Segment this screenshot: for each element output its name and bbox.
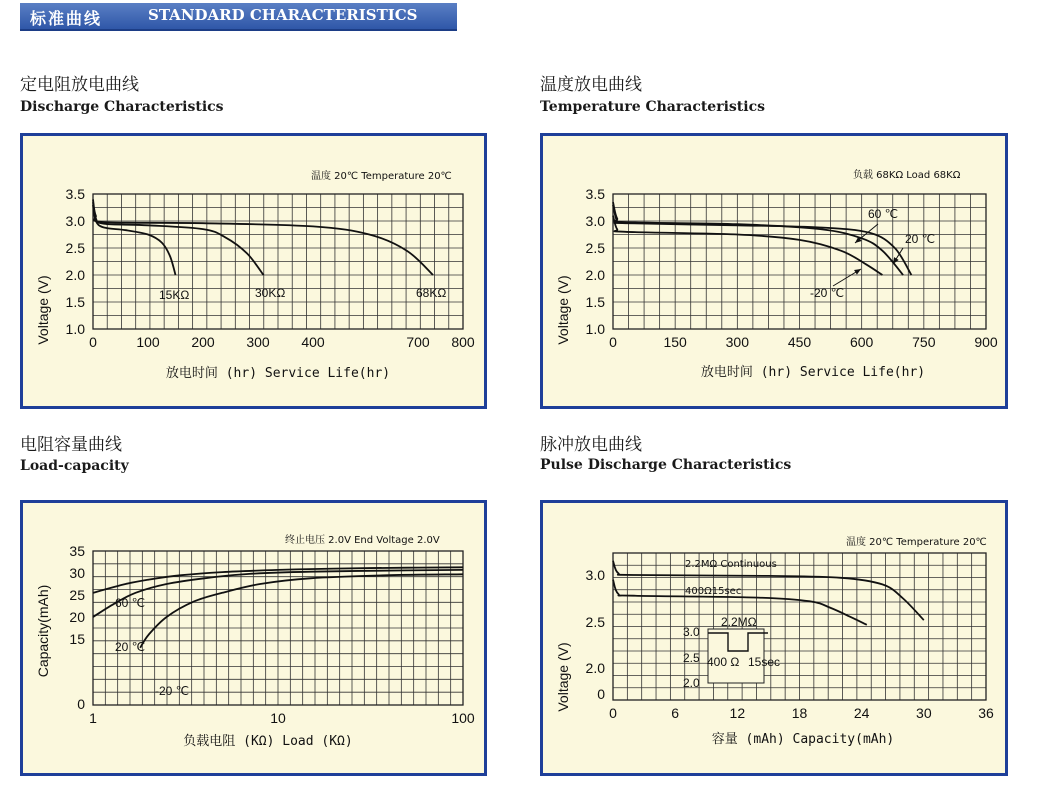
- temperature-x-tick: 300: [725, 334, 750, 350]
- discharge-y-tick: 3.0: [65, 213, 85, 229]
- pulse-inset-resistance: 2.2MΩ: [721, 615, 757, 629]
- pulse-y-tick: 2.5: [585, 614, 605, 630]
- temperature-chart: [543, 136, 1005, 406]
- temperature-x-tick: 450: [787, 334, 812, 350]
- load-y-tick: 0: [77, 696, 85, 712]
- pulse-inset-level: 2.5: [683, 651, 700, 665]
- pulse-series-label: 400Ω15sec: [685, 586, 742, 597]
- pulse-inset-duration: 15sec: [748, 655, 781, 669]
- discharge-condition-label: 温度 20℃ Temperature 20℃: [311, 171, 452, 182]
- pulse-y-tick: 3.0: [585, 567, 605, 583]
- discharge-chart-panel: [20, 133, 487, 409]
- load-y-tick: 20: [69, 609, 85, 625]
- discharge-series-line: [93, 199, 433, 275]
- load-y-tick: 35: [69, 543, 85, 559]
- pulse-y-tick: 0: [597, 686, 605, 702]
- discharge-y-tick: 1.0: [65, 321, 85, 337]
- discharge-x-tick: 700: [406, 334, 430, 350]
- pulse-x-tick: 6: [671, 705, 680, 721]
- pulse-title-en: Pulse Discharge Characteristics: [540, 457, 792, 473]
- load-title-cn: 电阻容量曲线: [20, 435, 122, 455]
- discharge-x-tick: 200: [191, 334, 215, 350]
- discharge-y-axis-label: Voltage (V): [35, 275, 51, 345]
- temperature-y-axis-label: Voltage (V): [555, 275, 571, 345]
- discharge-series-label: 68KΩ: [416, 286, 447, 300]
- load-capacity-chart-panel: [20, 500, 487, 776]
- discharge-grid: [93, 194, 463, 329]
- temperature-title-cn: 温度放电曲线: [540, 75, 642, 95]
- banner-title-cn: 标准曲线: [30, 9, 103, 28]
- discharge-x-axis-label: 放电时间 (hr) Service Life(hr): [165, 366, 391, 381]
- pulse-inset-pulse-load: 400 Ω: [707, 655, 740, 669]
- load-y-tick: 15: [69, 631, 85, 647]
- pulse-x-tick: 24: [853, 705, 870, 721]
- discharge-x-tick: 300: [246, 334, 270, 350]
- discharge-series-label: 30KΩ: [255, 286, 286, 300]
- temperature-series-label: 20 ℃: [905, 232, 936, 246]
- discharge-y-tick: 1.5: [65, 294, 85, 310]
- discharge-y-tick: 3.5: [65, 186, 85, 202]
- load-series-label: -20 ℃: [155, 684, 190, 698]
- temperature-y-tick: 2.0: [585, 267, 605, 283]
- load-x-tick: 10: [270, 710, 286, 726]
- pulse-x-axis-label: 容量 (mAh) Capacity(mAh): [711, 732, 895, 747]
- load-x-tick: 1: [89, 710, 97, 726]
- pulse-chart-panel: [540, 500, 1008, 776]
- discharge-title-cn: 定电阻放电曲线: [20, 75, 139, 95]
- temperature-x-tick: 900: [974, 334, 998, 350]
- temperature-y-tick: 1.5: [585, 294, 605, 310]
- discharge-x-tick: 100: [136, 334, 160, 350]
- temperature-label-arrowhead: [893, 257, 899, 264]
- pulse-chart: [543, 503, 1005, 773]
- load-y-tick: 30: [69, 565, 85, 581]
- banner-title-en: STANDARD CHARACTERISTICS: [148, 6, 418, 24]
- pulse-inset-level: 2.0: [683, 676, 700, 690]
- temperature-x-axis-label: 放电时间 (hr) Service Life(hr): [700, 365, 926, 380]
- temperature-y-tick: 3.0: [585, 213, 605, 229]
- load-y-axis-label: Capacity(mAh): [35, 584, 51, 678]
- discharge-chart: [23, 136, 484, 406]
- load-condition-label: 终止电压 2.0V End Voltage 2.0V: [285, 535, 440, 546]
- pulse-title-cn: 脉冲放电曲线: [540, 435, 642, 455]
- load-series-label: 20 ℃: [115, 640, 146, 654]
- temperature-x-tick: 600: [849, 334, 874, 350]
- pulse-x-tick: 30: [916, 705, 932, 721]
- discharge-y-tick: 2.5: [65, 240, 85, 256]
- pulse-series-label: 2.2MΩ Continuous: [685, 559, 777, 570]
- temperature-series-label: -20 ℃: [810, 286, 845, 300]
- load-series-label: 60 ℃: [115, 596, 146, 610]
- load-capacity-chart: [23, 503, 484, 773]
- temperature-title-en: Temperature Characteristics: [540, 99, 765, 115]
- pulse-x-tick: 36: [978, 705, 994, 721]
- pulse-x-tick: 0: [609, 705, 617, 721]
- load-y-tick: 25: [69, 587, 85, 603]
- temperature-x-tick: 150: [663, 334, 687, 350]
- temperature-condition-label: 负载 68KΩ Load 68KΩ: [853, 170, 961, 181]
- pulse-y-tick: 2.0: [585, 660, 605, 676]
- temperature-y-tick: 2.5: [585, 240, 605, 256]
- load-title-en: Load-capacity: [20, 458, 129, 474]
- pulse-inset-level: 3.0: [683, 625, 700, 639]
- discharge-x-tick: 0: [89, 334, 97, 350]
- pulse-y-axis-label: Voltage (V): [555, 642, 571, 712]
- temperature-y-tick: 3.5: [585, 186, 605, 202]
- load-x-tick: 100: [451, 710, 475, 726]
- pulse-x-tick: 18: [791, 705, 808, 721]
- discharge-title-en: Discharge Characteristics: [20, 99, 224, 115]
- load-x-axis-label: 负载电阻 (KΩ) Load (KΩ): [183, 734, 353, 749]
- discharge-series-line: [93, 205, 176, 275]
- temperature-grid: [613, 194, 986, 329]
- discharge-x-tick: 400: [301, 334, 325, 350]
- temperature-x-tick: 750: [912, 334, 936, 350]
- pulse-x-tick: 12: [729, 705, 746, 721]
- temperature-label-arrowhead: [854, 269, 861, 275]
- load-series-line: [140, 574, 463, 648]
- temperature-chart-panel: [540, 133, 1008, 409]
- discharge-x-tick: 800: [451, 334, 475, 350]
- discharge-y-tick: 2.0: [65, 267, 85, 283]
- temperature-x-tick: 0: [609, 334, 617, 350]
- section-banner: [20, 3, 457, 31]
- temperature-series-label: 60 ℃: [868, 207, 899, 221]
- discharge-series-label: 15KΩ: [159, 288, 190, 302]
- pulse-condition-label: 温度 20℃ Temperature 20℃: [846, 537, 987, 548]
- temperature-y-tick: 1.0: [585, 321, 605, 337]
